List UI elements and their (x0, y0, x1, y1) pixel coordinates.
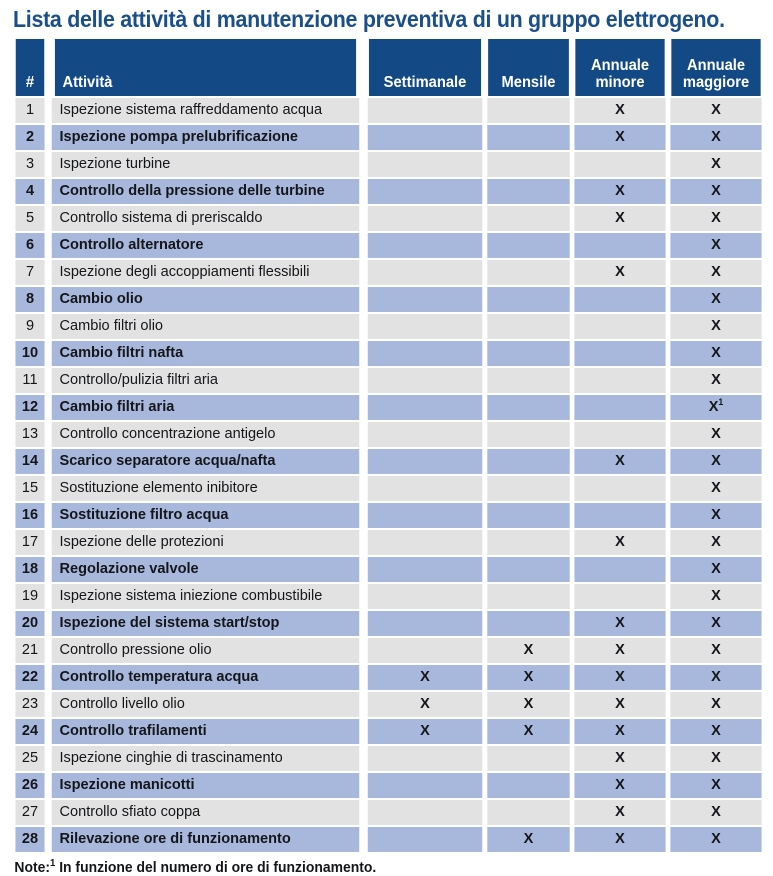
check-mark: X (711, 371, 721, 388)
cell-set-mark (368, 395, 482, 420)
cell-number: 13 (15, 422, 44, 447)
check-mark: X (615, 830, 625, 847)
cell-number: 22 (15, 665, 44, 690)
column-header-number: # (16, 39, 45, 96)
cell-amin-mark (574, 611, 665, 636)
cell-set-mark (368, 584, 482, 609)
cell-amag-mark (670, 692, 761, 717)
table-row (15, 206, 763, 231)
cell-amin-mark (574, 152, 665, 177)
table-row (15, 773, 763, 798)
cell-amag-mark (670, 206, 761, 231)
cell-activity: Ispezione sistema iniezione combustibile (52, 584, 359, 609)
cell-amag-mark (670, 341, 761, 366)
cell-amag-mark (670, 611, 761, 636)
cell-number: 3 (15, 152, 44, 177)
cell-set-mark (368, 719, 482, 744)
header-line-2: maggiore (682, 74, 750, 91)
cell-amag-mark (670, 287, 761, 312)
cell-amin-mark (574, 827, 665, 852)
check-mark: X (711, 317, 721, 334)
cell-men-mark (487, 530, 569, 555)
cell-men-mark (487, 638, 569, 663)
cell-amin-mark (574, 665, 665, 690)
table-row (15, 395, 763, 420)
cell-number: 4 (15, 179, 44, 204)
cell-amin-mark (574, 368, 665, 393)
check-mark: X (711, 479, 721, 496)
check-mark: X (523, 830, 534, 847)
cell-number: 28 (15, 827, 44, 852)
footnote-reference: 1 (718, 397, 724, 407)
cell-activity: Controllo trafilamenti (52, 719, 359, 744)
cell-activity: Regolazione valvole (52, 557, 359, 582)
cell-men-mark (487, 98, 569, 123)
check-mark: X (523, 641, 534, 658)
check-mark: X (615, 695, 625, 712)
table-row (15, 179, 763, 204)
cell-men-mark (487, 233, 569, 258)
cell-amag-mark (670, 125, 761, 150)
cell-amag-mark (670, 827, 761, 852)
cell-activity: Controllo della pressione delle turbine (52, 179, 359, 204)
table-row (15, 746, 763, 771)
cell-number: 20 (15, 611, 44, 636)
cell-set-mark (368, 530, 482, 555)
cell-amin-mark (574, 746, 665, 771)
cell-men-mark (487, 692, 569, 717)
cell-number: 6 (15, 233, 44, 258)
table-footnote (0, 854, 742, 876)
column-header-activity: Attività (55, 39, 356, 96)
cell-number: 7 (15, 260, 44, 285)
cell-men-mark (487, 611, 569, 636)
footnote-marker: 1 (49, 858, 56, 870)
column-header-settimanale: Settimanale (369, 39, 481, 96)
check-mark: X (615, 101, 625, 118)
cell-amin-mark (574, 125, 665, 150)
cell-number: 19 (15, 584, 44, 609)
cell-amin-mark (574, 692, 665, 717)
cell-set-mark (368, 152, 482, 177)
cell-amin-mark (574, 98, 665, 123)
cell-amin-mark (574, 530, 665, 555)
cell-men-mark (487, 152, 569, 177)
cell-amin-mark (574, 503, 665, 528)
table-row (15, 611, 763, 636)
cell-amag-mark (670, 503, 761, 528)
cell-activity: Controllo sfiato coppa (52, 800, 359, 825)
cell-men-mark (487, 557, 569, 582)
cell-amag-mark (670, 530, 761, 555)
cell-men-mark (487, 800, 569, 825)
cell-amag-mark (670, 233, 761, 258)
cell-men-mark (487, 665, 569, 690)
check-mark: X (523, 695, 534, 712)
column-header-annuale-minore (575, 39, 664, 96)
cell-set-mark (368, 314, 482, 339)
table-body (15, 98, 763, 852)
table-row (15, 530, 763, 555)
check-mark: X (615, 722, 625, 739)
check-mark: X (711, 290, 721, 307)
cell-men-mark (487, 746, 569, 771)
cell-activity: Cambio filtri olio (52, 314, 359, 339)
check-mark: X (711, 452, 721, 469)
table-row (15, 476, 763, 501)
cell-set-mark (368, 665, 482, 690)
check-mark: X (711, 803, 721, 820)
cell-activity: Cambio olio (52, 287, 359, 312)
cell-amin-mark (574, 719, 665, 744)
table-row (15, 98, 763, 123)
header-line-2: minore (595, 74, 645, 91)
cell-men-mark (487, 476, 569, 501)
cell-set-mark (368, 800, 482, 825)
cell-set-mark (368, 557, 482, 582)
cell-number: 10 (15, 341, 44, 366)
cell-amag-mark (670, 719, 761, 744)
table-row (15, 719, 763, 744)
cell-set-mark (368, 341, 482, 366)
cell-amag-mark (670, 476, 761, 501)
cell-number: 17 (15, 530, 44, 555)
cell-set-mark (368, 179, 482, 204)
check-mark: X (615, 749, 625, 766)
check-mark: X (711, 155, 721, 172)
table-row (15, 152, 763, 177)
cell-amag-mark (670, 395, 761, 420)
cell-activity: Rilevazione ore di funzionamento (52, 827, 359, 852)
cell-men-mark (487, 206, 569, 231)
cell-amag-mark (670, 584, 761, 609)
check-mark: X (711, 344, 721, 361)
cell-men-mark (487, 422, 569, 447)
cell-set-mark (368, 773, 482, 798)
footnote-text: In funzione del numero di ore di funzionamento. (59, 860, 377, 876)
cell-men-mark (487, 719, 569, 744)
cell-activity: Controllo temperatura acqua (52, 665, 359, 690)
cell-set-mark (368, 449, 482, 474)
table-row (15, 692, 763, 717)
cell-amag-mark (670, 314, 761, 339)
check-mark: X (523, 668, 534, 685)
table-container (0, 37, 773, 854)
cell-set-mark (368, 368, 482, 393)
cell-amag-mark (670, 800, 761, 825)
check-mark: X (711, 587, 721, 604)
cell-set-mark (368, 422, 482, 447)
table-header (15, 39, 763, 96)
table-row (15, 800, 763, 825)
check-mark: X (711, 506, 721, 523)
cell-number: 14 (15, 449, 44, 474)
cell-set-mark (368, 692, 482, 717)
check-mark: X (420, 668, 430, 685)
check-mark: X (615, 263, 625, 280)
cell-activity: Controllo alternatore (52, 233, 359, 258)
check-mark: X (711, 749, 721, 766)
cell-number: 2 (15, 125, 44, 150)
page-title: Lista delle attività di manutenzione preventiva di un gruppo elettrogeno. (13, 6, 725, 32)
cell-men-mark (487, 503, 569, 528)
cell-activity: Ispezione cinghie di trascinamento (52, 746, 359, 771)
cell-activity: Sostituzione filtro acqua (52, 503, 359, 528)
cell-set-mark (368, 98, 482, 123)
check-mark: X (708, 398, 719, 415)
check-mark: X (615, 452, 625, 469)
cell-amag-mark (670, 746, 761, 771)
check-mark: X (711, 668, 721, 685)
table-row (15, 314, 763, 339)
check-mark: X (615, 803, 625, 820)
cell-men-mark (487, 341, 569, 366)
check-mark: X (711, 128, 721, 145)
cell-amin-mark (574, 422, 665, 447)
cell-activity: Controllo sistema di preriscaldo (52, 206, 359, 231)
cell-activity: Cambio filtri nafta (52, 341, 359, 366)
cell-amin-mark (574, 800, 665, 825)
cell-set-mark (368, 746, 482, 771)
cell-set-mark (368, 125, 482, 150)
column-header-mensile: Mensile (488, 39, 569, 96)
cell-number: 16 (15, 503, 44, 528)
check-mark: X (615, 182, 625, 199)
cell-amag-mark (670, 98, 761, 123)
check-mark: X (615, 776, 625, 793)
cell-men-mark (487, 584, 569, 609)
maintenance-activities-table (13, 37, 765, 854)
cell-men-mark (487, 287, 569, 312)
cell-activity: Controllo/pulizia filtri aria (52, 368, 359, 393)
cell-set-mark (368, 638, 482, 663)
table-row (15, 368, 763, 393)
cell-men-mark (487, 827, 569, 852)
cell-men-mark (487, 368, 569, 393)
cell-amag-mark (670, 557, 761, 582)
table-row (15, 827, 763, 852)
table-row (15, 584, 763, 609)
table-row (15, 503, 763, 528)
cell-number: 21 (15, 638, 44, 663)
cell-activity: Ispezione delle protezioni (52, 530, 359, 555)
table-row (15, 665, 763, 690)
cell-amin-mark (574, 476, 665, 501)
cell-number: 5 (15, 206, 44, 231)
check-mark: X (615, 209, 625, 226)
cell-amin-mark (574, 260, 665, 285)
cell-set-mark (368, 503, 482, 528)
cell-men-mark (487, 314, 569, 339)
header-line-1: Annuale (590, 57, 650, 74)
check-mark: X (711, 425, 721, 442)
table-row (15, 638, 763, 663)
cell-activity: Scarico separatore acqua/nafta (52, 449, 359, 474)
cell-amin-mark (574, 773, 665, 798)
cell-amin-mark (574, 584, 665, 609)
cell-activity: Sostituzione elemento inibitore (52, 476, 359, 501)
cell-number: 9 (15, 314, 44, 339)
check-mark: X (711, 614, 721, 631)
check-mark: X (711, 695, 721, 712)
cell-amag-mark (670, 260, 761, 285)
cell-activity: Ispezione del sistema start/stop (52, 611, 359, 636)
check-mark: X (711, 101, 721, 118)
check-mark: X (711, 560, 721, 577)
cell-set-mark (368, 287, 482, 312)
cell-activity: Cambio filtri aria (52, 395, 359, 420)
table-row (15, 260, 763, 285)
check-mark: X (711, 263, 721, 280)
cell-amag-mark (670, 665, 761, 690)
header-line-1: Annuale (686, 57, 746, 74)
cell-amin-mark (574, 341, 665, 366)
cell-amag-mark (670, 773, 761, 798)
cell-amin-mark (574, 395, 665, 420)
check-mark: X (711, 182, 721, 199)
cell-men-mark (487, 395, 569, 420)
table-row (15, 233, 763, 258)
check-mark: X (711, 722, 721, 739)
check-mark: X (615, 668, 625, 685)
cell-amag-mark (670, 152, 761, 177)
cell-set-mark (368, 827, 482, 852)
cell-men-mark (487, 260, 569, 285)
cell-men-mark (487, 449, 569, 474)
cell-amag-mark (670, 638, 761, 663)
cell-amag-mark (670, 422, 761, 447)
cell-set-mark (368, 260, 482, 285)
cell-amin-mark (574, 287, 665, 312)
check-mark: X (711, 533, 721, 550)
cell-activity: Ispezione degli accoppiamenti flessibili (52, 260, 359, 285)
cell-amag-mark (670, 179, 761, 204)
table-row (15, 125, 763, 150)
cell-amin-mark (574, 638, 665, 663)
cell-activity: Controllo pressione olio (52, 638, 359, 663)
check-mark: X (711, 830, 721, 847)
cell-number: 1 (15, 98, 44, 123)
check-mark: X (420, 695, 430, 712)
check-mark: X (711, 641, 721, 658)
cell-amag-mark (670, 368, 761, 393)
cell-amin-mark (574, 449, 665, 474)
table-row (15, 287, 763, 312)
cell-men-mark (487, 179, 569, 204)
cell-set-mark (368, 476, 482, 501)
check-mark: X (615, 641, 625, 658)
cell-set-mark (368, 233, 482, 258)
cell-amin-mark (574, 206, 665, 231)
cell-activity: Ispezione pompa prelubrificazione (52, 125, 359, 150)
cell-number: 8 (15, 287, 44, 312)
cell-number: 23 (15, 692, 44, 717)
cell-activity: Ispezione manicotti (52, 773, 359, 798)
cell-set-mark (368, 206, 482, 231)
cell-number: 18 (15, 557, 44, 582)
cell-number: 24 (15, 719, 44, 744)
cell-amin-mark (574, 314, 665, 339)
column-header-annuale-maggiore (671, 39, 760, 96)
cell-number: 12 (15, 395, 44, 420)
cell-number: 15 (15, 476, 44, 501)
check-mark: X (711, 209, 721, 226)
cell-set-mark (368, 611, 482, 636)
check-mark: X (615, 533, 625, 550)
cell-activity: Controllo livello olio (52, 692, 359, 717)
cell-number: 25 (15, 746, 44, 771)
cell-men-mark (487, 773, 569, 798)
cell-amag-mark (670, 449, 761, 474)
footnote-prefix: Note: (14, 860, 50, 876)
check-mark: X (615, 128, 625, 145)
cell-amin-mark (574, 557, 665, 582)
table-row (15, 422, 763, 447)
cell-number: 27 (15, 800, 44, 825)
table-row (15, 449, 763, 474)
cell-amin-mark (574, 233, 665, 258)
cell-number: 26 (15, 773, 44, 798)
cell-activity: Ispezione sistema raffreddamento acqua (52, 98, 359, 123)
cell-activity: Controllo concentrazione antigelo (52, 422, 359, 447)
check-mark: X (420, 722, 430, 739)
cell-activity: Ispezione turbine (52, 152, 359, 177)
table-row (15, 341, 763, 366)
header-row (15, 39, 763, 96)
cell-men-mark (487, 125, 569, 150)
check-mark: X (615, 614, 625, 631)
check-mark: X (523, 722, 534, 739)
table-row (15, 557, 763, 582)
check-mark: X (711, 776, 721, 793)
cell-amin-mark (574, 179, 665, 204)
cell-number: 11 (15, 368, 44, 393)
check-mark: X (711, 236, 721, 253)
